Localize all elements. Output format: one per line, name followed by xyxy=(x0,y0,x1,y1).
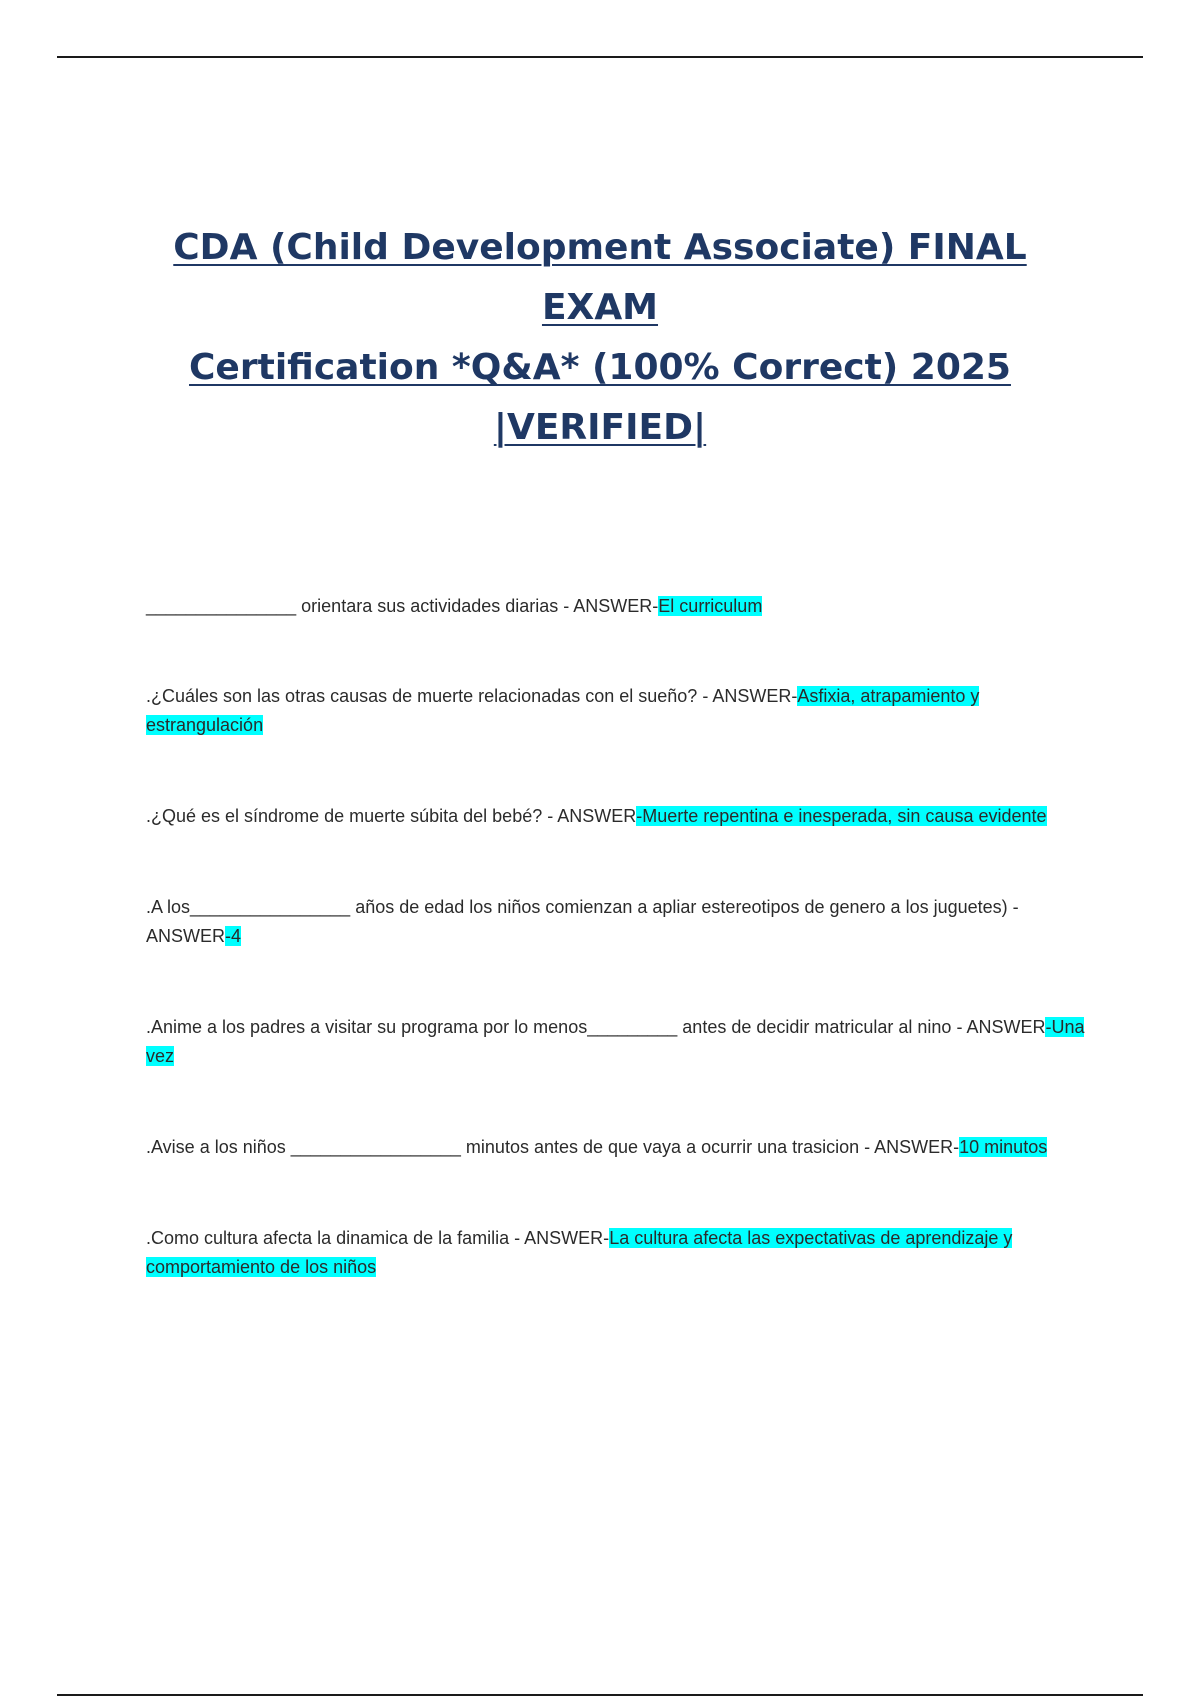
qa-item-4 xyxy=(146,893,1096,951)
top-rule xyxy=(57,56,1143,58)
document-title xyxy=(120,218,1080,458)
title-line-3: |VERIFIED| xyxy=(493,407,707,448)
qa-answer: 10 minutos xyxy=(959,1137,1048,1157)
title-line-2: Certification *Q&A* (100% Correct) 2025 xyxy=(189,347,1011,388)
qa-question: .¿Cuáles son las otras causas de muerte relacionadas con el sueño? - ANSWER- xyxy=(146,686,798,706)
qa-answer: -4 xyxy=(225,926,242,946)
qa-answer: Asfixia, atrapamiento y estrangulación xyxy=(146,686,980,735)
qa-list xyxy=(146,592,1096,1282)
qa-question: .Avise a los niños _________________ minutos antes de que vaya a ocurrir una trasicion - ANSWER- xyxy=(146,1137,960,1157)
qa-question: .Anime a los padres a visitar su programa por lo menos_________ antes de decidir matricular al nino - ANSWER xyxy=(146,1017,1046,1037)
qa-question: .Como cultura afecta la dinamica de la familia - ANSWER- xyxy=(146,1228,610,1248)
qa-item-5 xyxy=(146,1013,1096,1071)
qa-item-7 xyxy=(146,1224,1096,1282)
qa-item-2 xyxy=(146,682,1096,740)
title-line-1: CDA (Child Development Associate) FINAL EXAM xyxy=(173,227,1027,328)
qa-answer: El curriculum xyxy=(658,596,763,616)
qa-item-6 xyxy=(146,1133,1096,1162)
qa-item-1 xyxy=(146,592,1096,621)
qa-question: .¿Qué es el síndrome de muerte súbita del bebé? - ANSWER xyxy=(146,806,637,826)
qa-answer: La cultura afecta las expectativas de aprendizaje y comportamiento de los niños xyxy=(146,1228,1013,1277)
qa-question: _______________ orientara sus actividades diarias - ANSWER- xyxy=(146,596,659,616)
qa-answer: -Una vez xyxy=(146,1017,1085,1066)
bottom-rule xyxy=(57,1694,1143,1696)
qa-answer: -Muerte repentina e inesperada, sin causa evidente xyxy=(636,806,1047,826)
qa-question: .A los________________ años de edad los niños comienzan a apliar estereotipos de genero a los juguetes) - ANSWER xyxy=(146,897,1019,946)
qa-item-3 xyxy=(146,802,1096,831)
